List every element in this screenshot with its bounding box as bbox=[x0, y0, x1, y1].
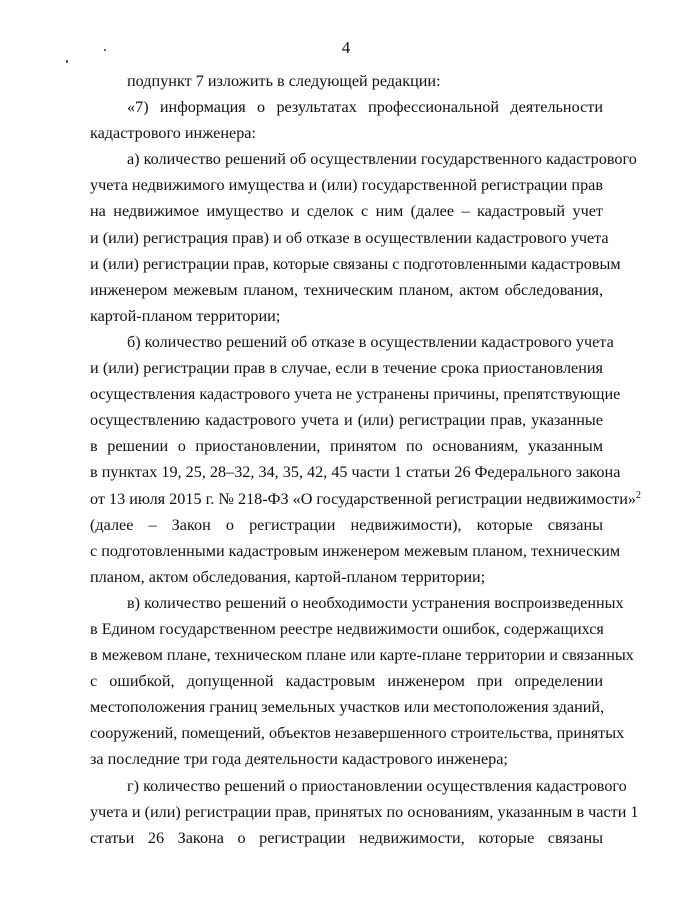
text-line-content: кадастрового инженера: bbox=[90, 124, 256, 143]
text-line-content: от 13 июля 2015 г. № 218-ФЗ «О государственной регистрации недвижимости» bbox=[90, 489, 636, 508]
text-line-content: инженером межевым планом, техническим планом, актом обследования, bbox=[90, 280, 603, 299]
text-line bbox=[90, 459, 621, 485]
text-line bbox=[90, 799, 639, 825]
text-line bbox=[90, 407, 603, 433]
text-line bbox=[90, 616, 603, 642]
text-line-content: сооружений, помещений, объектов незавершенного строительства, принятых bbox=[90, 724, 625, 743]
text-line bbox=[90, 773, 627, 799]
text-line-content: (далее – Закон о регистрации недвижимости), которые связаны bbox=[90, 515, 603, 534]
text-line-content: б) количество решений об отказе в осуществлении кадастрового учета bbox=[127, 332, 614, 351]
text-line-content: в решении о приостановлении, принятом по основаниям, указанным bbox=[90, 437, 603, 456]
text-line bbox=[90, 381, 621, 407]
text-line bbox=[90, 512, 603, 538]
text-line-content: и (или) регистрации прав, которые связаны с подготовленными кадастровым bbox=[90, 254, 621, 273]
text-line bbox=[90, 120, 603, 146]
text-line bbox=[90, 94, 603, 120]
text-line-content: осуществления кадастрового учета не устранены причины, препятствующие bbox=[90, 385, 621, 404]
text-line-content: местоположения границ земельных участков или местоположения зданий, bbox=[90, 698, 605, 717]
text-line-content: учета и (или) регистрации прав, принятых по основаниям, указанным в части 1 bbox=[90, 802, 639, 821]
text-line-content: г) количество решений о приостановлении осуществления кадастрового bbox=[127, 776, 627, 795]
text-line bbox=[90, 590, 624, 616]
text-line bbox=[90, 146, 637, 172]
text-line bbox=[90, 694, 603, 720]
text-line bbox=[90, 538, 621, 564]
text-line bbox=[90, 668, 603, 694]
text-line bbox=[90, 303, 603, 329]
text-line bbox=[90, 172, 603, 198]
text-line bbox=[90, 433, 603, 459]
document-body bbox=[90, 68, 641, 851]
text-line-content: в межевом плане, техническом плане или карте-плане территории и связанных bbox=[90, 646, 634, 665]
text-line-content: в пунктах 19, 25, 28–32, 34, 35, 42, 45 части 1 статьи 26 Федерального закона bbox=[90, 463, 621, 482]
text-line-content: в) количество решений о необходимости устранения воспроизведенных bbox=[127, 593, 624, 612]
text-line-content: «7) информация о результатах профессиональной деятельности bbox=[127, 98, 603, 117]
text-line-content: и (или) регистрации прав в случае, если в течение срока приостановления bbox=[90, 359, 603, 378]
text-line-content: за последние три года деятельности кадастрового инженера; bbox=[90, 750, 508, 769]
text-line bbox=[90, 825, 603, 851]
text-line bbox=[90, 720, 625, 746]
text-line-content: учета недвижимого имущества и (или) государственной регистрации прав bbox=[90, 176, 603, 195]
text-line bbox=[90, 68, 603, 94]
text-line-content: планом, актом обследования, картой-планом территории; bbox=[90, 567, 486, 586]
text-line bbox=[90, 355, 603, 381]
text-line bbox=[90, 277, 603, 303]
text-line bbox=[90, 225, 609, 251]
text-line bbox=[90, 198, 603, 224]
text-line-content: подпункт 7 изложить в следующей редакции: bbox=[127, 72, 441, 90]
text-line-content: осуществлению кадастрового учета и (или) регистрации прав, указанные bbox=[90, 411, 603, 430]
text-line bbox=[90, 329, 614, 355]
text-line-content: на недвижимое имущество и сделок с ним (далее – кадастровый учет bbox=[90, 202, 603, 221]
text-line bbox=[90, 642, 634, 668]
text-line-content: с подготовленными кадастровым инженером межевым планом, техническим bbox=[90, 541, 621, 560]
text-line bbox=[90, 251, 621, 277]
scan-speck bbox=[66, 60, 68, 63]
footnote-marker: 2 bbox=[635, 489, 641, 501]
text-line-content: статьи 26 Закона о регистрации недвижимости, которые связаны bbox=[90, 828, 603, 847]
text-line-content: и (или) регистрация прав) и об отказе в осуществлении кадастрового учета bbox=[90, 228, 609, 247]
text-line-content: с ошибкой, допущенной кадастровым инженером при определении bbox=[90, 672, 603, 691]
text-line bbox=[90, 486, 641, 512]
text-line-content: в Едином государственном реестре недвижимости ошибок, содержащихся bbox=[90, 619, 604, 638]
text-line bbox=[90, 564, 603, 590]
text-line-content: а) количество решений об осуществлении государственного кадастрового bbox=[127, 150, 637, 169]
text-line bbox=[90, 746, 603, 772]
text-line-content: картой-планом территории; bbox=[90, 306, 281, 325]
page-number: 4 bbox=[341, 38, 351, 57]
